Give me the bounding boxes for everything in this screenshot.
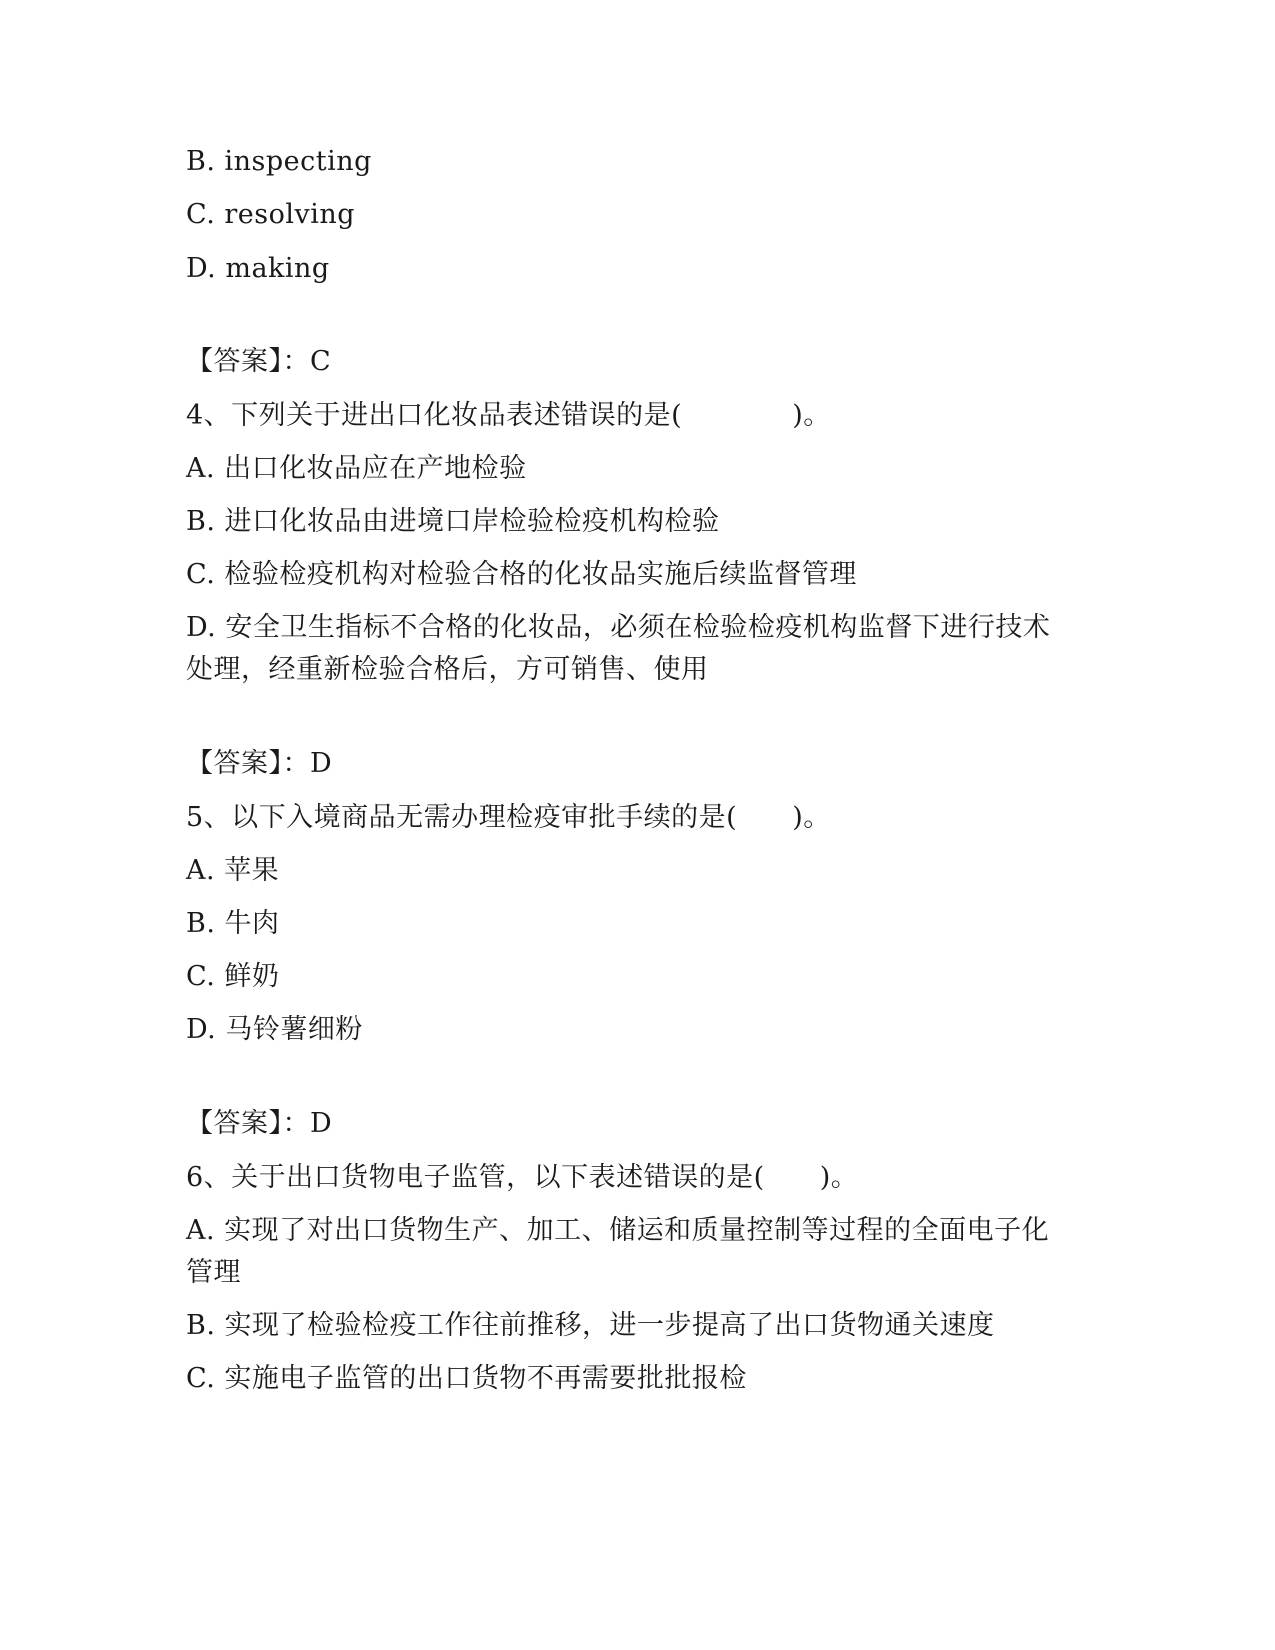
q5-option-b: B. 牛肉 xyxy=(186,908,280,939)
q3-answer: 【答案】：C xyxy=(186,346,332,377)
q6-option-a: A. 实现了对出口货物生产、加工、储运和质量控制等过程的全面电子化管理 xyxy=(186,1215,1050,1288)
q4-option-a: A. 出口化妆品应在产地检验 xyxy=(186,453,527,484)
q4-option-c: C. 检验检疫机构对检验合格的化妆品实施后续监督管理 xyxy=(186,559,857,590)
q6-option-c: C. 实施电子监管的出口货物不再需要批批报检 xyxy=(186,1363,747,1394)
q5-question: 5、以下入境商品无需办理检疫审批手续的是( )。 xyxy=(186,802,831,833)
q5-answer: 【答案】：D xyxy=(186,1108,333,1139)
q5-option-c: C. 鲜奶 xyxy=(186,961,280,992)
q4-question: 4、下列关于进出口化妆品表述错误的是( )。 xyxy=(186,400,831,431)
q4-option-b: B. 进口化妆品由进境口岸检验检疫机构检验 xyxy=(186,506,720,537)
q3-option-d: D. making xyxy=(186,253,330,284)
q5-option-d: D. 马铃薯细粉 xyxy=(186,1014,363,1045)
q3-option-b: B. inspecting xyxy=(186,146,372,177)
q4-option-d: D. 安全卫生指标不合格的化妆品，必须在检验检疫机构监督下进行技术处理，经重新检验合格后，方可销售、使用 xyxy=(186,612,1051,685)
q6-option-b: B. 实现了检验检疫工作往前推移，进一步提高了出口货物通关速度 xyxy=(186,1310,995,1341)
q6-question: 6、关于出口货物电子监管，以下表述错误的是( )。 xyxy=(186,1162,859,1193)
q3-option-c: C. resolving xyxy=(186,199,356,230)
q5-option-a: A. 苹果 xyxy=(186,855,280,886)
q4-answer: 【答案】：D xyxy=(186,748,333,779)
